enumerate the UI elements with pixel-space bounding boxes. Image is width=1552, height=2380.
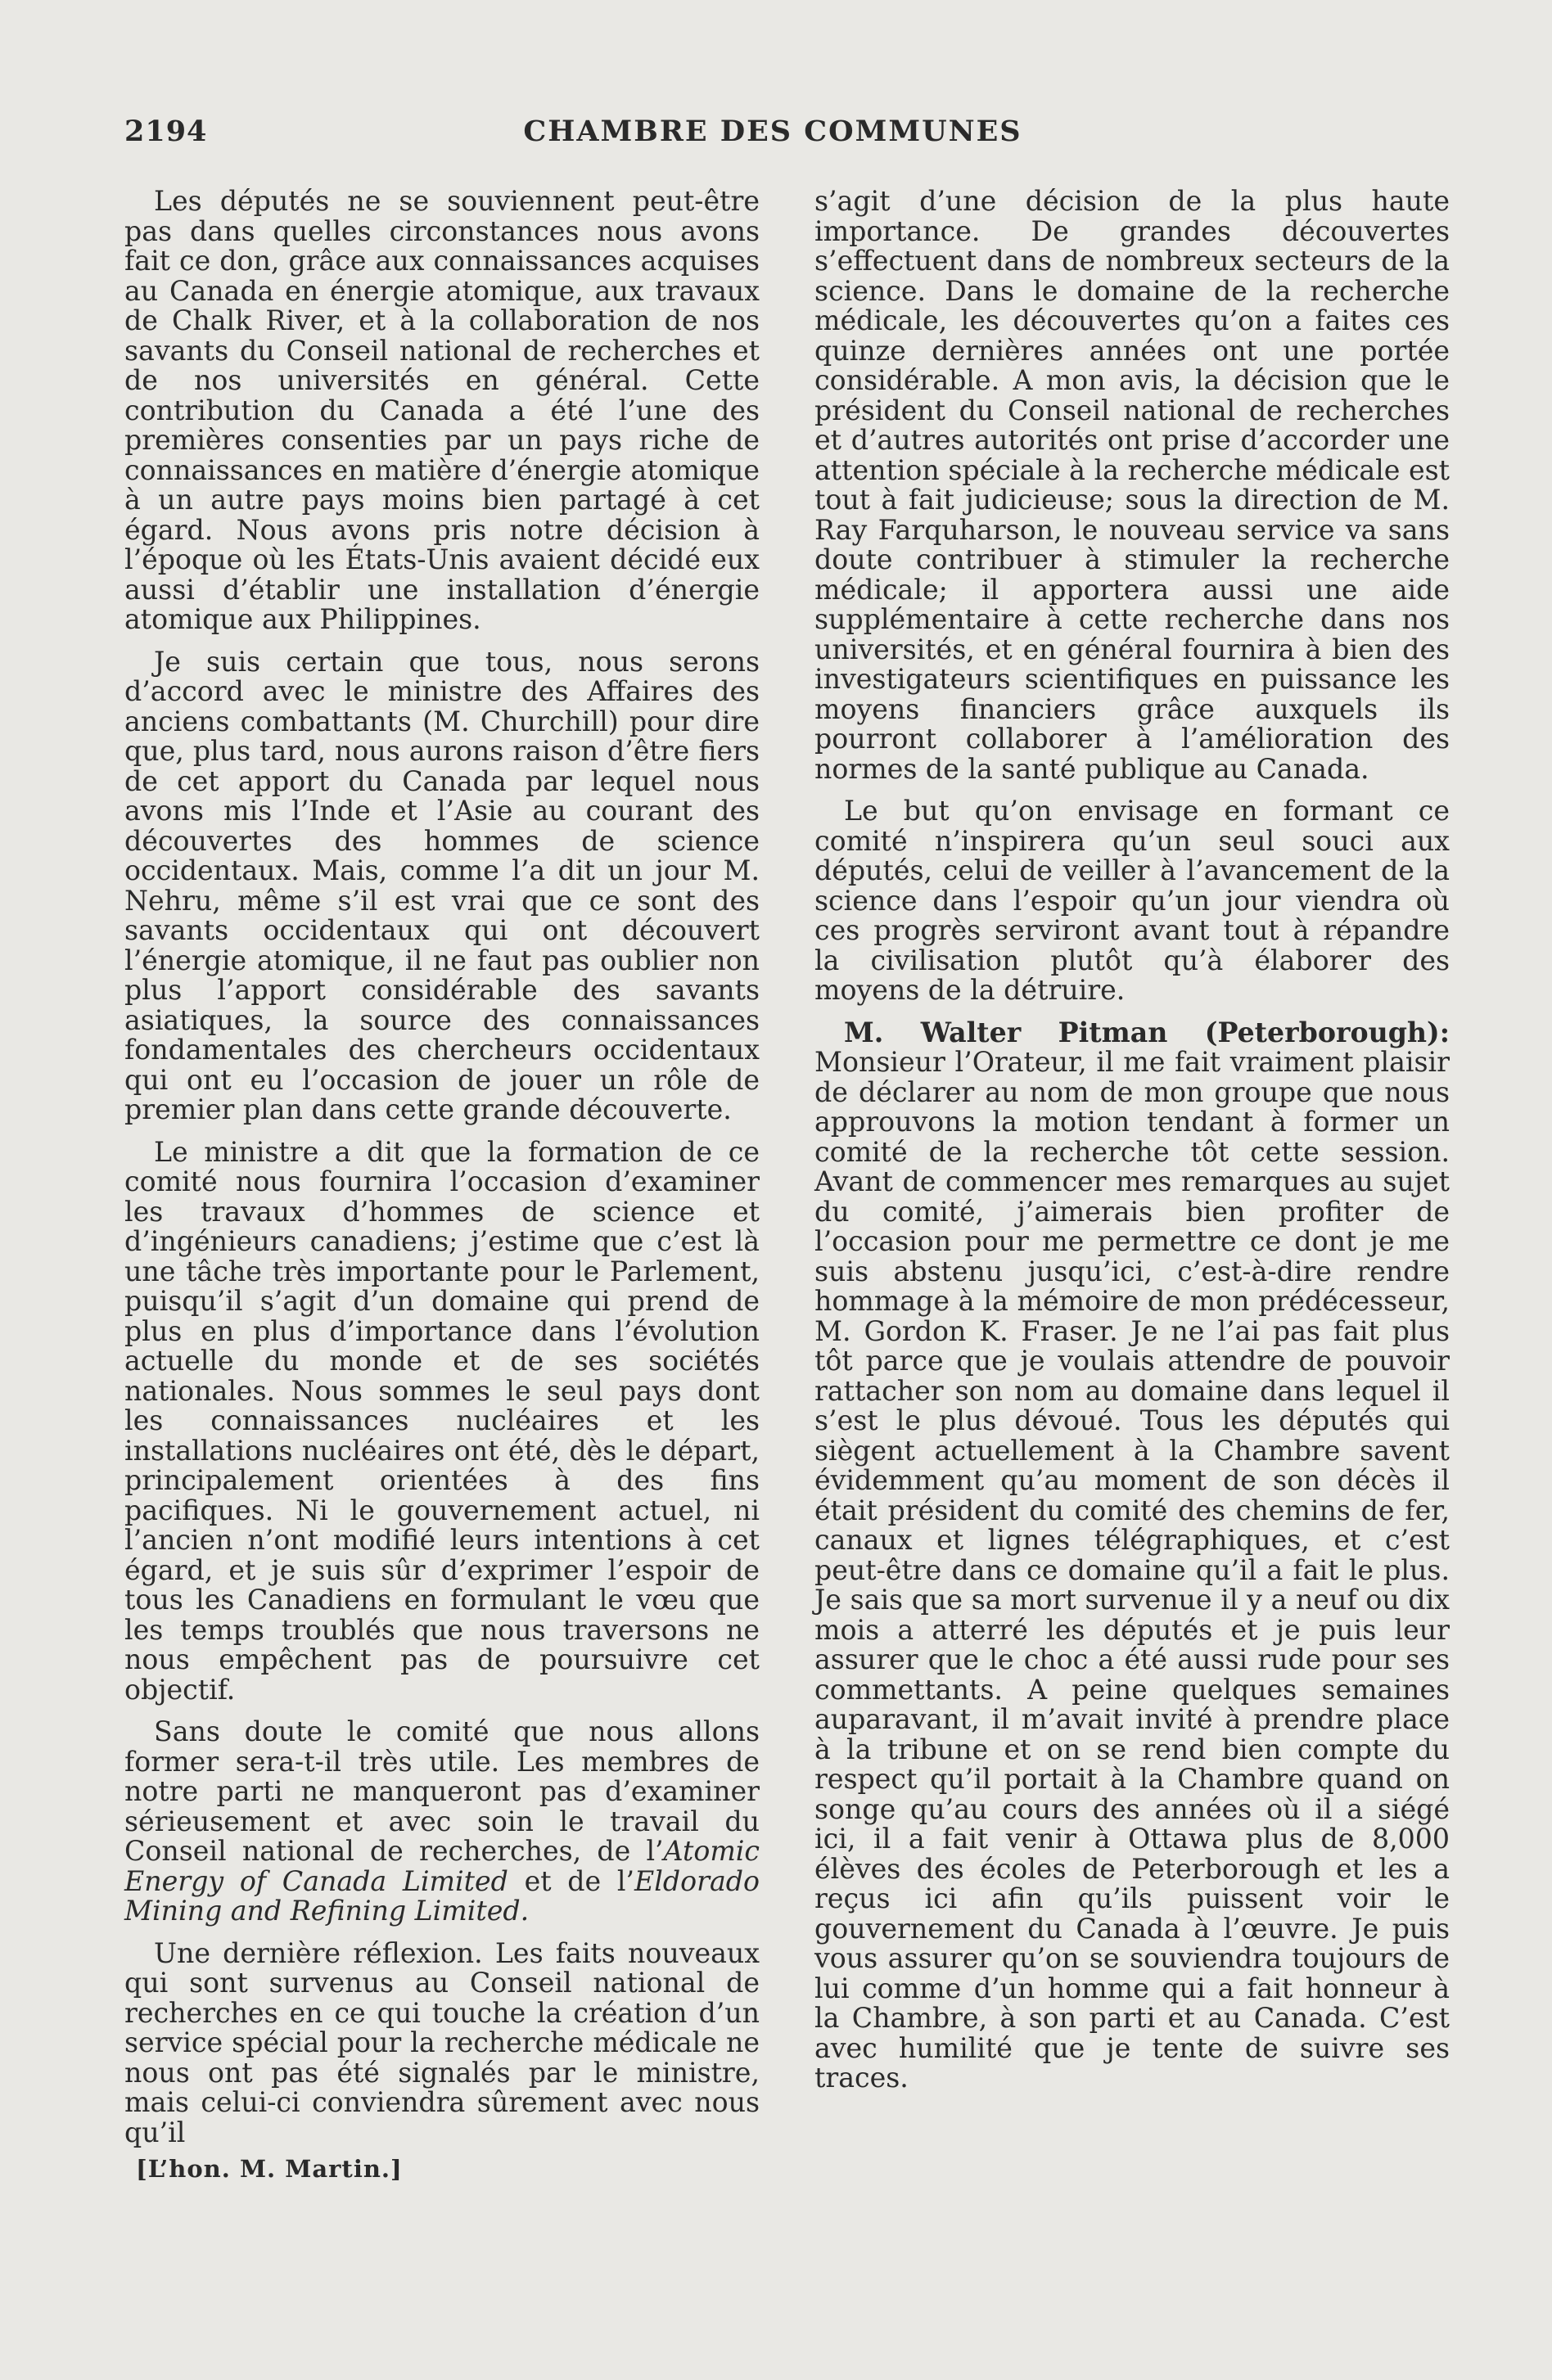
paragraph: Le ministre a dit que la formation de ce comité nous fournira l’occasion d’examiner les travaux d’hommes de science et d’ingénieurs canadiens; j’estime que c’est là une tâche très importante pour le Parlement, puisqu’il s’agit d’un domaine qui prend de plus en plus d’importance dans l’évolution actuelle du monde et de ses sociétés nationales. Nous sommes le seul pays dont les connaissances nucléaires et les installations nucléaires ont été, dès le départ, principalement orientées à des fins pacifiques. Ni le gouvernement actuel, ni l’ancien n’ont modifié leurs intentions à cet égard, et je suis sûr d’exprimer l’espoir de tous les Canadiens en formulant le vœu que les temps troublés que nous traversons ne nous empêchent pas de poursuivre cet objectif. <box>124 1135 760 1706</box>
paragraph-text: Sans doute le comité que nous allons former sera-t-il très utile. Les membres de notre parti ne manqueront pas d’examiner sérieusement et avec soin le travail du Conseil national de recherches, de l’ <box>124 1715 760 1867</box>
running-title: CHAMBRE DES COMMUNES <box>523 115 1022 148</box>
paragraph-text: Monsieur l’Orateur, il me fait vraiment plaisir de déclarer au nom de mon groupe que nous approuvons la motion tendant à former un comité de la recherche tôt cette session. Avant de commencer mes remarques au sujet du comité, j’aimerais bien profiter de l’occasion pour me permettre ce dont je me suis abstenu jusqu’ici, c’est-à-dire rendre hommage à la mémoire de mon prédécesseur, M. Gordon K. Fraser. Je ne l’ai pas fait plus tôt parce que je voulais attendre de pouvoir rattacher son nom au domaine dans lequel il s’est le plus dévoué. Tous les députés qui siègent actuellement à la Chambre savent évidemment qu’au moment de son décès il était président du comité des chemins de fer, canaux et lignes télégraphiques, et c’est peut-être dans ce domaine qu’il a fait le plus. Je sais que sa mort survenue il y a neuf ou dix mois a atterré les députés et je puis leur assurer que le choc a été aussi rude pour ses commettants. A peine quelques semaines auparavant, il m’avait invité à prendre place à la tribune et on se rend bien compte du respect qu’il portait à la Chambre quand on songe qu’au cours des années où il a siégé ici, il a fait venir à Ottawa plus de 8,000 élèves des écoles de Peterborough et les a reçus ici afin qu’ils puissent voir le gouvernement du Canada à l’œuvre. Je puis vous assurer qu’on se souviendra toujours de lui comme d’un homme qui a fait honneur à la Chambre, à son parti et au Canada. C’est avec humilité que je tente de suivre ses traces. <box>814 1046 1450 2094</box>
paragraph: Les députés ne se souviennent peut-être pas dans quelles circonstances nous avons fait ce don, grâce aux connaissances acquises au Canada en énergie atomique, aux travaux de Chalk River, et à la collaboration de nos savants du Conseil national de recherches et de nos universités en général. Cette contribution du Canada a été l’une des premières consenties par un pays riche de connaissances en matière d’énergie atomique à un autre pays moins bien partagé à cet égard. Nous avons pris notre décision à l’époque où les États-Unis avaient décidé eux aussi d’établir une installation d’énergie atomique aux Philippines. <box>124 185 760 635</box>
paragraph: Le but qu’on envisage en formant ce comité n’inspirera qu’un seul souci aux députés, celui de veiller à l’avancement de la science dans l’espoir qu’un jour viendra où ces progrès serviront avant tout à répandre la civilisation plutôt qu’à élaborer des moyens de la détruire. <box>814 795 1450 1006</box>
page-header <box>124 115 1421 156</box>
paragraph: s’agit d’une décision de la plus haute importance. De grandes découvertes s’effectuent dans de nombreux secteurs de la science. Dans le domaine de la recherche médicale, les découvertes qu’on a faites ces quinze dernières années ont une portée considérable. A mon avis, la décision que le président du Conseil national de recherches et d’autres autorités ont prise d’accorder une attention spéciale à la recherche médicale est tout à fait judicieuse; sous la direction de M. Ray Farquharson, le nouveau service va sans doute contribuer à stimuler la recherche médicale; il apportera aussi une aide supplémentaire à cette recherche dans nos universités, et en général fournira à bien des investigateurs scientifiques en puissance les moyens financiers grâce auxquels ils pourront collaborer à l’amélioration des normes de la santé publique au Canada. <box>814 185 1450 785</box>
page-number: 2194 <box>124 115 208 148</box>
paragraph <box>814 1018 1450 2094</box>
italic-company-name: Atomic Energy of Canada Limited <box>124 1835 760 1897</box>
right-column <box>814 187 1450 2106</box>
paragraph <box>124 1717 760 1927</box>
footer-attribution: [L’hon. M. Martin.] <box>136 2155 403 2183</box>
paragraph-text: et de l’ <box>508 1864 635 1897</box>
paragraph: Je suis certain que tous, nous serons d’accord avec le ministre des Affaires des anciens combattants (M. Churchill) pour dire que, plus tard, nous aurons raison d’être fiers de cet apport du Canada par lequel nous avons mis l’Inde et l’Asie au courant des découvertes des hommes de science occidentaux. Mais, comme l’a dit un jour M. Nehru, même s’il est vrai que ce sont des savants occidentaux qui ont découvert l’énergie atomique, il ne faut pas oublier non plus l’apport considérable des savants asiatiques, la source des connaissances fondamentales des chercheurs occidentaux qui ont eu l’occasion de jouer un rôle de premier plan dans cette grande découverte. <box>124 645 760 1125</box>
paragraph: Une dernière réflexion. Les faits nouveaux qui sont survenus au Conseil national de recherches en ce qui touche la création d’un service spécial pour la recherche médicale ne nous ont pas été signalés par le ministre, mais celui-ci conviendra sûrement avec nous qu’il <box>124 1936 760 2148</box>
speaker-name: M. Walter Pitman (Peterborough): <box>844 1016 1450 1048</box>
italic-company-name: Eldorado Mining and Refining Limited. <box>124 1864 760 1927</box>
left-column <box>124 187 760 2160</box>
